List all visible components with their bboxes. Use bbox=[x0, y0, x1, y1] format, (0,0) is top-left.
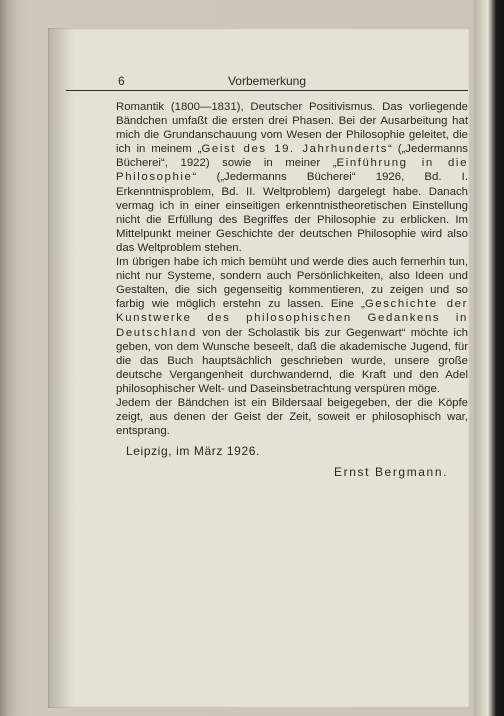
paragraph-1 bbox=[116, 100, 468, 255]
text-span: Im übrigen habe ich mich bemüht und werde dies auch fernerhin tun, nicht nur Systeme, sondern auch Persönlichkeiten, also Ideen und Gestalten, die sich gegenseitig kommentieren, zu zeigen und so farbig wie möglich erstehn zu lassen. Eine „ bbox=[116, 256, 468, 311]
running-head: Vorbemerkung bbox=[227, 74, 307, 88]
text-span: “ („Jedermanns Bücherei“ 1926, Bd. I. Erkenntnisproblem, Bd. II. Weltproblem) dargelegt habe. Danach vermag ich in einer einseitigen erkenntnistheoretischen Einstellung nicht die Erfüllung des Begriffes der Philosophie zu erblicken. Im Mittelpunkt meiner Geschichte der deutschen Philosophie wird also das Weltproblem stehen. bbox=[116, 171, 468, 254]
text-span: Jedem der Bändchen ist ein Bildersaal beigegeben, der die Köpfe zeigt, aus denen der Geist der Zeit, soweit er philosophisch war, entsprang. bbox=[116, 396, 468, 438]
page-header bbox=[66, 72, 468, 91]
paragraph-2 bbox=[116, 255, 468, 396]
book-edge bbox=[474, 0, 504, 716]
spaced-title: Einführung in die Philosophie bbox=[116, 157, 468, 184]
spaced-title: Geist des 19. Jahrhunderts bbox=[201, 143, 389, 156]
text-span: “ („Jedermanns Bücherei“, 1922) sowie in meiner „ bbox=[116, 143, 468, 170]
page-number: 6 bbox=[118, 74, 125, 88]
body-text bbox=[116, 100, 468, 438]
spaced-title: Geschichte der Kunstwerke des philosophischen Gedankens in Deutschland bbox=[116, 298, 468, 339]
paragraph-3 bbox=[116, 396, 468, 438]
text-span: Romantik (1800—1831), Deutscher Positivismus. Das vorliegende Bändchen umfaßt die ersten drei Phasen. Bei der Ausarbeitung hat mich die Grundanschauung vom Wesen der Philosophie geleitet, die ich in meinem „ bbox=[116, 101, 468, 156]
dateline: Leipzig, im März 1926. bbox=[126, 444, 260, 458]
signature: Ernst Bergmann. bbox=[334, 465, 449, 479]
text-span: von der Scholastik bis zur Gegenwart“ möchte ich geben, von dem Wunsche beseelt, daß die akademische Jugend, für die das Buch hauptsächlich geschrieben wurde, unsere große deutsche Vergangenheit durchwandernd, die Kraft und den Adel philosophischer Welt- und Daseinsbetrachtung verspüren möge. bbox=[116, 326, 468, 395]
page-gutter-shadow bbox=[48, 28, 74, 708]
